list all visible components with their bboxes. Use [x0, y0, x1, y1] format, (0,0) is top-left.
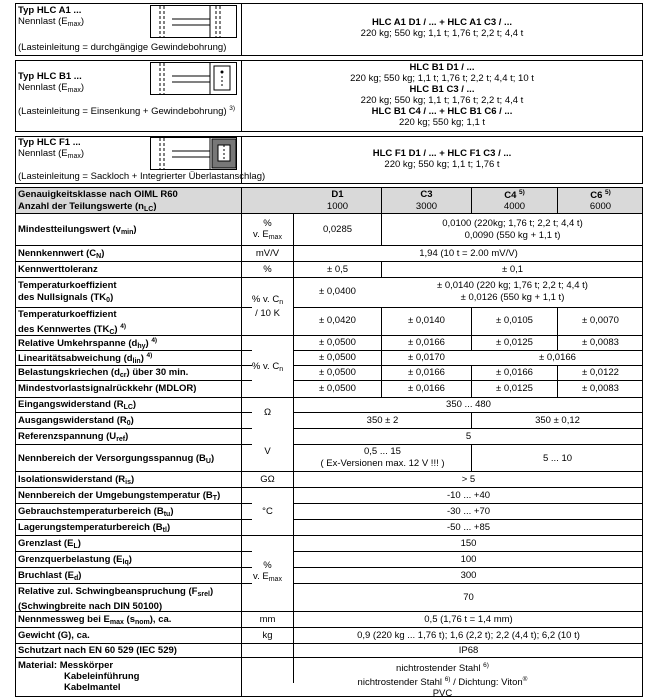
row-tkc-d1: ± 0,0420 [319, 315, 356, 326]
header-count-c4: 4000 [503, 201, 526, 212]
row-tolerance-unit: % [263, 264, 272, 275]
row-elq-value: 100 [460, 554, 477, 565]
row-dcr-c4: ± 0,0166 [496, 367, 533, 378]
row-weight-label: Gewicht (G), ca. [18, 630, 90, 641]
type-f1-note: (Lasteinleitung = Sackloch + Integrierter Überlastanschlag) [18, 171, 266, 182]
row-ohm-unit: Ω [263, 407, 272, 418]
row-tolerance-label: Kennwerttoleranz [18, 264, 98, 275]
row-ed-label: Bruchlast $(E_d)$ [18, 570, 82, 582]
row-snom-unit: mm [259, 614, 276, 625]
row-uref-value: 5 [465, 431, 472, 442]
row-fsrel-value: 70 [463, 592, 474, 603]
type-b1-note: (Lasteinleitung = Einsenkung + Gewindebohrung) $^{3)}$ [18, 105, 236, 117]
loadcell-a1-drawing [150, 5, 238, 39]
header-count-c3: 3000 [415, 201, 438, 212]
type-b1-variants: HLC B1 D1 / ... 220 kg; 550 kg; 1,1 t; 1,76 t; 2,2 t; 4,4 t; 10 t HLC B1 C3 / ... 220 kg; 550 kg; 1,1 t; 1,76 t; 2,2 t; 4,4 t HLC B1 C4 / ... + HLC B1 C6 / ... 220 kg; 550 kg; 1,1 t [350, 62, 534, 128]
row-material-label: Material: Messkörper Kabeleinführung Kabelmantel [18, 660, 140, 693]
row-tolerance-rest: ± 0,1 [501, 264, 524, 275]
row-bt-value: -10 ... +40 [446, 490, 491, 501]
row-btl-label: Lagerungstemperaturbereich $(B_{tl})$ [18, 522, 171, 534]
header-class-c3: C3 [420, 189, 433, 200]
header-class-d1: D1 [331, 189, 344, 200]
row-ip-value: IP68 [458, 645, 479, 656]
row-btu-label: Gebrauchstemperaturbereich $(B_{tu})$ [18, 506, 174, 518]
row-mdlor-c4: ± 0,0125 [496, 383, 533, 394]
row-tk0-d1: ± 0,0400 [319, 286, 356, 297]
row-dlin-c3: ± 0,0170 [408, 352, 445, 363]
row-vmin-d1: 0,0285 [322, 224, 353, 235]
type-f1-title: Typ HLC F1 ... [18, 137, 81, 148]
row-vmin-label: Mindestteilungswert $(v_{min})$ [18, 224, 137, 236]
row-r0-right: 350 ± 0,12 [535, 415, 580, 426]
type-b1-title: Typ HLC B1 ... [18, 71, 82, 82]
row-rlc-label: Eingangswiderstand $(R_{LC})$ [18, 399, 137, 411]
row-bu-right: 5 ... 10 [542, 453, 573, 464]
row-bu-label: Nennbereich der Versorgungsspannug $(B_U)$ [18, 453, 215, 465]
row-dhy-c4: ± 0,0125 [496, 337, 533, 348]
row-weight-unit: kg [262, 630, 273, 641]
header-class-c6: C6 $^{5)}$ [590, 189, 611, 201]
row-dhy-c6: ± 0,0083 [582, 337, 619, 348]
row-rlc-value: 350 ... 480 [446, 399, 491, 410]
row-material-values: nichtrostender Stahl $^{6)}$ nichtrostender Stahl $^{6)}$ / Dichtung: Viton® PVC [357, 662, 528, 699]
row-el-label: Grenzlast $(E_L)$ [18, 538, 81, 550]
row-tkc-c3: ± 0,0140 [408, 315, 445, 326]
row-vmin-rest: 0,0100 (220kg; 1,76 t; 2,2 t; 4,4 t) 0,0090 (550 kg + 1,1 t) [442, 218, 583, 241]
row-tk-unit: % v. $C_n$ / 10 K [251, 294, 284, 319]
row-pct-cn-unit: % v. $C_n$ [251, 361, 284, 373]
row-fsrel-label: Relative zul. Schwingbeanspruchung $(F_{srel})$ (Schwingbreite nach DIN 50100) [18, 586, 214, 612]
row-cn-unit: mV/V [255, 248, 280, 259]
row-dhy-c3: ± 0,0166 [408, 337, 445, 348]
header-class-c4: C4 $^{5)}$ [504, 189, 525, 201]
row-dhy-d1: ± 0,0500 [319, 337, 356, 348]
row-mdlor-c6: ± 0,0083 [582, 383, 619, 394]
row-bt-label: Nennbereich der Umgebungstemperatur $(B_T)$ [18, 490, 221, 502]
row-bu-left: 0,5 ... 15 ( Ex-Versionen max. 12 V !!! ) [320, 446, 445, 469]
type-a1-title: Typ HLC A1 ... [18, 5, 82, 16]
row-dcr-label: Belastungskriechen $(d_{cr})$ über 30 min. [18, 367, 189, 379]
row-vmin-unit: % v. $E_{max}$ [253, 218, 282, 241]
row-dhy-label: Relative Umkehrspanne $(d_{hy})$ $^{4)}$ [18, 337, 158, 350]
row-dcr-d1: ± 0,0500 [319, 367, 356, 378]
row-tkc-c6: ± 0,0070 [582, 315, 619, 326]
row-btl-value: -50 ... +85 [446, 522, 491, 533]
row-ris-value: > 5 [461, 474, 476, 485]
header-count-d1: 1000 [326, 201, 349, 212]
row-snom-value: 0,5 (1,76 t = 1,4 mm) [424, 614, 513, 625]
row-tolerance-d1: ± 0,5 [326, 264, 349, 275]
row-ris-label: Isolationswiderstand $(R_{is})$ [18, 474, 135, 486]
type-a1-note: (Lasteinleitung = durchgängige Gewindebohrung) [18, 42, 227, 53]
row-ip-label: Schutzart nach EN 60 529 (IEC 529) [18, 645, 177, 656]
type-f1-load-label: Nennlast $(E_{max})$ [18, 148, 85, 160]
row-dcr-c3: ± 0,0166 [408, 367, 445, 378]
loadcell-b1-drawing [150, 62, 238, 96]
row-mdlor-d1: ± 0,0500 [319, 383, 356, 394]
row-dlin-rest: ± 0,0166 [539, 352, 576, 363]
row-mdlor-c3: ± 0,0166 [408, 383, 445, 394]
row-el-value: 150 [460, 538, 477, 549]
row-volt-unit: V [264, 446, 271, 457]
row-dlin-label: Linearitätsabweichung $(d_{lin})$ $^{4)}$ [18, 352, 153, 365]
header-division-count-label: Anzahl der Teilungswerte $(n_{LC})$ [18, 201, 157, 213]
row-elq-label: Grenzquerbelastung $(E_{lq})$ [18, 554, 132, 566]
row-uref-label: Referenzspannung $(U_{ref})$ [18, 431, 129, 443]
type-b1-load-label: Nennlast $(E_{max})$ [18, 82, 85, 94]
type-f1-variants: HLC F1 D1 / ... + HLC F1 C3 / ... 220 kg; 550 kg; 1,1 t; 1,76 t [372, 148, 512, 170]
row-tkc-label: Temperaturkoeffizient des Kennwertes $(TK_C)$ $^{4)}$ [18, 309, 126, 336]
row-btu-value: -30 ... +70 [446, 506, 491, 517]
row-ris-unit: GΩ [260, 474, 275, 485]
row-emax-unit: % v. $E_{max}$ [253, 560, 282, 583]
row-cn-value: 1,94 (10 t = 2.00 mV/V) [419, 248, 518, 259]
row-r0-left: 350 ± 2 [366, 415, 399, 426]
row-dcr-c6: ± 0,0122 [582, 367, 619, 378]
loadcell-f1-drawing [150, 137, 238, 171]
row-ed-value: 300 [460, 570, 477, 581]
row-tkc-c4: ± 0,0105 [496, 315, 533, 326]
row-snom-label: Nennmessweg bei $E_{max}$ $(s_{nom})$, ca. [18, 614, 172, 626]
header-count-c6: 6000 [589, 201, 612, 212]
header-accuracy-class-label: Genauigkeitsklasse nach OIML R60 [18, 189, 178, 200]
type-a1-variants: HLC A1 D1 / ... + HLC A1 C3 / ... 220 kg; 550 kg; 1,1 t; 1,76 t; 2,2 t; 4,4 t [360, 17, 524, 39]
row-dlin-d1: ± 0,0500 [319, 352, 356, 363]
row-tk0-label: Temperaturkoeffizient des Nullsignals $(TK_0)$ [18, 280, 117, 304]
type-a1-load-label: Nennlast $(E_{max})$ [18, 16, 85, 28]
row-cn-label: Nennkennwert $(C_N)$ [18, 248, 105, 260]
row-tk0-rest: ± 0,0140 (220 kg; 1,76 t; 2,2 t; 4,4 t) ± 0,0126 (550 kg + 1,1 t) [437, 280, 588, 303]
row-mdlor-label: Mindestvorlastsignalrückkehr (MDLOR) [18, 383, 197, 394]
row-r0-label: Ausgangswiderstand $(R_0)$ [18, 415, 134, 427]
row-degc-unit: °C [262, 506, 273, 517]
row-weight-value: 0,9 (220 kg ... 1,76 t); 1,6 (2,2 t); 2,2 (4,4 t); 6,2 (10 t) [357, 630, 580, 641]
